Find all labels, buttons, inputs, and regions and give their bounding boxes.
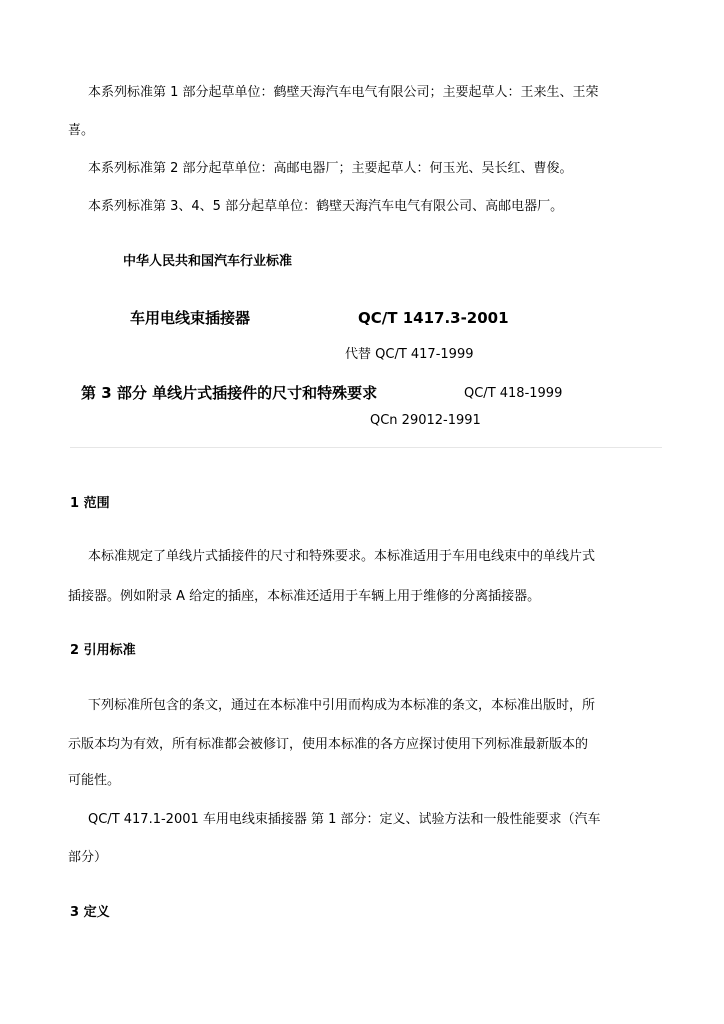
preface-line-3: 本系列标准第 3、4、5 部分起草单位：鹤壁天海汽车电气有限公司、高邮电器厂。 xyxy=(88,199,564,214)
section-2-paragraph-line-2: 示版本均为有效，所有标准都会被修订，使用本标准的各方应探讨使用下列标准最新版本的 xyxy=(68,737,589,752)
replaces-line-3: QCn 29012-1991 xyxy=(370,413,481,428)
replaces-line-1: 代替 QC/T 417-1999 xyxy=(345,347,474,362)
preface-line-1-cont: 喜。 xyxy=(68,123,95,138)
standard-org-heading: 中华人民共和国汽车行业标准 xyxy=(123,254,293,269)
replaces-line-2: QC/T 418-1999 xyxy=(464,386,563,401)
header-divider xyxy=(70,447,662,448)
reference-item-1-cont: 部分） xyxy=(68,850,108,865)
part-title: 第 3 部分 单线片式插接件的尺寸和特殊要求 xyxy=(81,384,378,402)
standard-title: 车用电线束插接器 xyxy=(130,309,251,327)
section-1-paragraph-line-2: 插接器。例如附录 A 给定的插座，本标准还适用于车辆上用于维修的分离插接器。 xyxy=(68,589,541,604)
reference-item-1: QC/T 417.1-2001 车用电线束插接器 第 1 部分：定义、试验方法和一般性能要求（汽车 xyxy=(88,812,601,827)
section-2-paragraph-line-3: 可能性。 xyxy=(68,773,121,788)
section-3-heading: 3 定义 xyxy=(70,905,110,920)
standard-code: QC/T 1417.3-2001 xyxy=(358,309,509,327)
preface-line-1: 本系列标准第 1 部分起草单位：鹤壁天海汽车电气有限公司；主要起草人：王来生、王荣 xyxy=(88,85,599,100)
section-2-heading: 2 引用标准 xyxy=(70,643,136,658)
section-2-paragraph-line-1: 下列标准所包含的条文，通过在本标准中引用而构成为本标准的条文，本标准出版时，所 xyxy=(88,698,596,713)
section-1-paragraph-line-1: 本标准规定了单线片式插接件的尺寸和特殊要求。本标准适用于车用电线束中的单线片式 xyxy=(88,549,596,564)
preface-line-2: 本系列标准第 2 部分起草单位：高邮电器厂；主要起草人：何玉光、吴长红、曹俊。 xyxy=(88,161,573,176)
section-1-heading: 1 范围 xyxy=(70,496,110,511)
